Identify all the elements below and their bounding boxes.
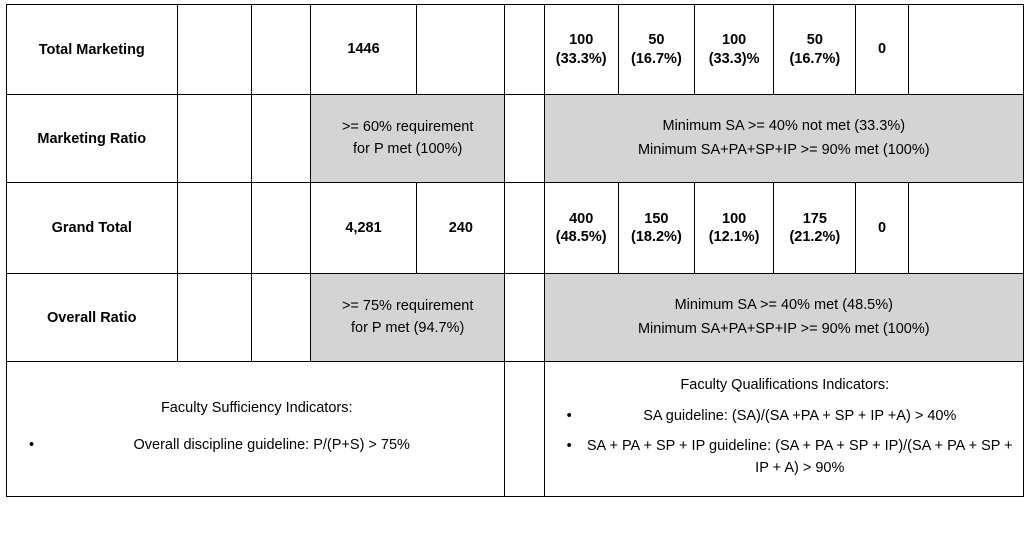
table-row [7,183,1024,274]
cell-marketing-ratio-notes [544,95,1023,183]
cell-spacer [505,95,544,183]
list-item [45,435,494,457]
ratio-note-line-1: Minimum SA >= 40% not met (33.3%) [662,118,906,135]
cell-ip-value: 50 [806,32,823,49]
document-page [0,4,1033,549]
cell-total-count: 1446 [310,5,416,95]
cell-a-zero: 0 [856,183,908,274]
cell-sa [544,183,618,274]
cell-empty [908,183,1023,274]
table-row [7,5,1024,95]
cell-sp-pct: (12.1%) [708,229,760,245]
cell-spacer [505,362,544,497]
cell-pa [618,5,694,95]
cell-sa-value: 100 [569,32,594,49]
table-row-notes [7,362,1024,497]
list-item [583,406,1013,428]
cell-ip [774,5,856,95]
cell-sp-value: 100 [722,210,747,227]
list-item [583,436,1013,480]
cell-ip-pct: (16.7%) [789,50,841,67]
cell-empty [177,274,251,362]
cell-pa-pct: (18.2%) [631,229,682,245]
requirement-line-2: for P met (100%) [353,140,463,157]
cell-faculty-sufficiency-notes [7,362,505,497]
faculty-summary-table [6,4,1024,497]
cell-marketing-requirement [310,95,505,183]
requirement-line-2: for P met (94.7%) [350,319,465,336]
cell-empty [251,274,310,362]
requirement-line-1: >= 75% requirement [341,297,474,314]
ratio-note-line-1: Minimum SA >= 40% met (48.5%) [674,297,893,314]
faculty-sufficiency-block [7,385,504,473]
cell-ip-value: 175 [802,210,827,227]
cell-sa [544,5,618,95]
cell-sa-value: 400 [569,210,594,227]
cell-spacer [505,183,544,274]
cell-pa [618,183,694,274]
cell-overall-requirement [310,274,505,362]
cell-faculty-qualifications-notes [544,362,1023,497]
cell-sa-pct: (33.3%) [555,50,607,67]
faculty-sufficiency-list [19,435,494,457]
ratio-note-line-2: Minimum SA+PA+SP+IP >= 90% met (100%) [637,320,930,337]
cell-empty [177,95,251,183]
cell-sa-pct: (48.5%) [555,229,607,245]
cell-a-zero: 0 [856,5,908,95]
table-row [7,274,1024,362]
cell-grand-total-secondary: 240 [417,183,505,274]
faculty-qualifications-block [545,362,1023,496]
ratio-note-line-2: Minimum SA+PA+SP+IP >= 90% met (100%) [637,141,930,158]
cell-spacer [505,5,544,95]
cell-empty [177,5,251,95]
cell-empty [251,183,310,274]
cell-sp-value: 100 [722,32,747,49]
table-row [7,95,1024,183]
cell-ip [774,183,856,274]
cell-ip-pct: (21.2%) [789,229,841,245]
faculty-sufficiency-title: Faculty Sufficiency Indicators: [160,399,353,416]
cell-spacer [505,274,544,362]
cell-sp [695,5,774,95]
cell-grand-total-count: 4,281 [310,183,416,274]
row-label-marketing-ratio: Marketing Ratio [7,95,178,183]
bullet-text: Overall discipline guideline: P/(P+S) > 75% [133,437,410,454]
row-label-total-marketing: Total Marketing [7,5,178,95]
cell-empty [177,183,251,274]
cell-pa-value: 50 [648,32,665,49]
cell-sp [695,183,774,274]
row-label-grand-total: Grand Total [7,183,178,274]
cell-empty [251,5,310,95]
cell-sp-pct: (33.3)% [708,50,760,67]
cell-pa-value: 150 [644,210,669,227]
cell-empty [251,95,310,183]
bullet-text: SA + PA + SP + IP guideline: (SA + PA + SP + IP)/(SA + PA + SP + IP + A) > 90% [586,438,1013,476]
cell-overall-ratio-notes [544,274,1023,362]
row-label-overall-ratio: Overall Ratio [7,274,178,362]
requirement-line-1: >= 60% requirement [341,118,474,135]
cell-empty [908,5,1023,95]
faculty-qualifications-list [557,406,1013,479]
bullet-text: SA guideline: (SA)/(SA +PA + SP + IP +A) > 40% [643,408,957,425]
faculty-qualifications-title: Faculty Qualifications Indicators: [680,377,890,393]
cell-pa-pct: (16.7%) [631,50,682,67]
cell-empty [417,5,505,95]
